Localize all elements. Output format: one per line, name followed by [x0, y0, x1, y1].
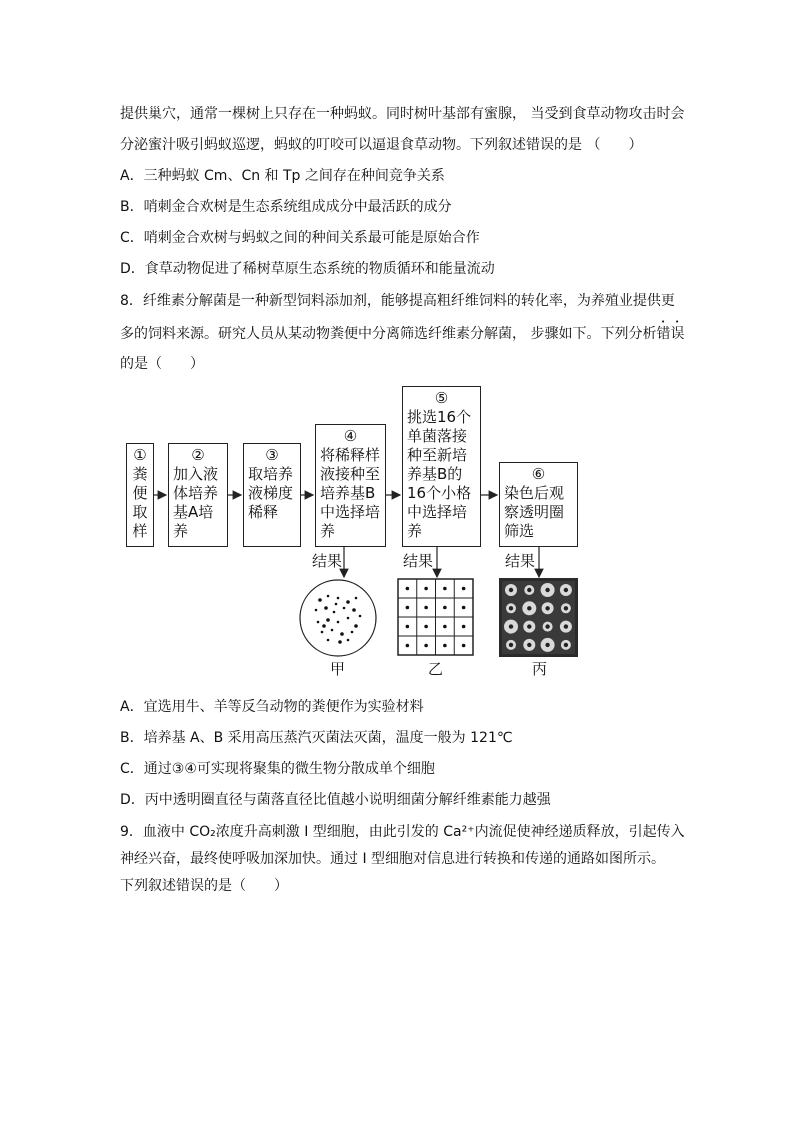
step-4-text: 将稀释样液接种至培养基B中选择培养 [320, 446, 381, 540]
colony-dot [331, 629, 334, 632]
grid-colony-dot [406, 644, 410, 648]
colony-core [509, 643, 513, 647]
colony-dot [322, 624, 326, 628]
colony-core [545, 588, 549, 592]
colony-dot [318, 598, 322, 602]
result-label-1: 结果 [312, 552, 343, 570]
step-2-box: ② 加入液体培养基A培养 [168, 443, 228, 547]
grid-colony-dot [443, 625, 447, 629]
caption-yi: 乙 [428, 660, 444, 678]
colony-dot [333, 611, 336, 614]
q8-option-b: B．培养基 A、B 采用高压蒸汽灭菌法灭菌，温度一般为 121℃ [120, 730, 513, 746]
caption-jia: 甲 [330, 660, 346, 678]
step-3-box: ③ 取培养液梯度稀释 [243, 443, 301, 547]
q9-line1: 9．血液中 CO₂浓度升高刺激 I 型细胞，由此引发的 Ca²⁺内流促使神经递质释放，引起传入 [120, 824, 685, 840]
colony-core [564, 588, 568, 592]
result-label-3: 结果 [505, 552, 536, 570]
petri-dish-jia [298, 578, 378, 658]
colony-dot [327, 639, 330, 642]
q7-line1: 提供巢穴，通常一棵树上只存在一种蚂蚁。同时树叶基部有蜜腺， 当受到食草动物攻击时会 [120, 106, 685, 122]
colony-dot [326, 618, 330, 622]
step-6-box: ⑥ 染色后观察透明圈筛选 [499, 462, 578, 547]
colony-core [545, 606, 549, 610]
grid-colony-dot [462, 644, 466, 648]
grid-colony-dot [406, 587, 410, 591]
colony-dot [337, 597, 340, 600]
colony-core [564, 606, 568, 610]
colony-dot [338, 640, 342, 644]
q9-line3: 下列叙述错误的是（ ） [120, 878, 288, 894]
q8-option-c: C．通过③④可实现将聚集的微生物分散成单个细胞 [120, 761, 435, 777]
caption-bing: 丙 [532, 660, 548, 678]
q7-option-d: D．食草动物促进了稀树草原生态系统的物质循环和能量流动 [120, 261, 495, 277]
step-3-text: 取培养液梯度稀释 [248, 465, 294, 521]
colony-core [527, 606, 531, 610]
colony-core [527, 624, 531, 628]
q8-option-a: A．宜选用牛、羊等反刍动物的粪便作为实验材料 [120, 699, 424, 715]
step-2-text: 加入液体培养基A培养 [173, 465, 219, 540]
grid-plate-yi [397, 578, 474, 656]
grid-colony-dot [443, 606, 447, 610]
colony-dot [346, 600, 350, 604]
colony-dot [335, 603, 338, 606]
colony-dot [347, 617, 350, 620]
q8-line1: 8．纤维素分解菌是一种新型饲料添加剂，能够提高粗纤维饲料的转化率，为养殖业提供更 [120, 293, 675, 309]
q9-line2: 神经兴奋，最终使呼吸加深加快。通过 I 型细胞对信息进行转换和传递的通路如图所示。 [120, 851, 666, 867]
step-5-text: 挑选16个单菌落接种至新培养基B的16个小格中选择培养 [407, 408, 472, 540]
colony-dot [340, 632, 344, 636]
q8-emphasis-text: 错误 [656, 326, 685, 342]
q8-line3: 的是（ ） [120, 356, 204, 372]
q7-line2: 分泌蜜汁吸引蚂蚁巡逻，蚂蚁的叮咬可以逼退食草动物。下列叙述错误的是 （ ） [120, 137, 643, 153]
q7-option-a: A．三种蚂蚁 Cm、Cn 和 Tp 之间存在种间竞争关系 [120, 168, 445, 184]
colony-dot [317, 621, 320, 624]
q8-line2-text: 多的饲料来源。研究人员从某动物粪便中分离筛选纤维素分解菌， 步骤如下。下列分析 [120, 326, 657, 342]
colony-dot [315, 609, 318, 612]
colony-core [527, 643, 531, 647]
grid-colony-dot [462, 606, 466, 610]
step-4-box: ④ 将稀释样液接种至培养基B中选择培养 [315, 424, 386, 547]
grid-colony-dot [424, 644, 428, 648]
colony-dot [327, 595, 330, 598]
colony-dot [347, 639, 350, 642]
colony-core [545, 643, 549, 647]
colony-core [509, 624, 513, 628]
colony-dot [355, 597, 358, 600]
colony-core [527, 588, 531, 592]
grid-colony-dot [424, 606, 428, 610]
stained-plate-bing [499, 578, 578, 657]
colony-dot [351, 631, 354, 634]
colony-core [564, 624, 568, 628]
result-label-2: 结果 [403, 552, 434, 570]
step-5-box: ⑤ 挑选16个单菌落接种至新培养基B的16个小格中选择培养 [402, 386, 481, 547]
grid-colony-dot [406, 606, 410, 610]
grid-colony-dot [424, 625, 428, 629]
step-1-box: ① 粪便取样 [126, 443, 154, 547]
grid-colony-dot [424, 587, 428, 591]
colony-dot [352, 608, 356, 612]
colony-dot [343, 607, 346, 610]
colony-dot [354, 624, 358, 628]
grid-colony-dot [443, 644, 447, 648]
grid-colony-dot [462, 587, 466, 591]
grid-colony-dot [443, 587, 447, 591]
colony-core [564, 643, 568, 647]
grid-colony-dot [406, 625, 410, 629]
grid-colony-dot [462, 625, 466, 629]
step-6-text: 染色后观察透明圈筛选 [504, 484, 565, 540]
colony-dot [359, 615, 362, 618]
q7-option-c: C．哨刺金合欢树与蚂蚁之间的种间关系最可能是原始合作 [120, 230, 480, 246]
q7-option-b: B．哨刺金合欢树是生态系统组成成分中最活跃的成分 [120, 199, 452, 215]
colony-dot [324, 606, 328, 610]
colony-dot [337, 621, 340, 624]
q8-option-d: D．丙中透明圈直径与菌落直径比值越小说明细菌分解纤维素能力越强 [120, 792, 551, 808]
colony-dot [321, 631, 324, 634]
step-1-text: 粪便取样 [132, 465, 148, 540]
colony-core [545, 624, 549, 628]
colony-core [509, 606, 513, 610]
colony-core [509, 588, 513, 592]
